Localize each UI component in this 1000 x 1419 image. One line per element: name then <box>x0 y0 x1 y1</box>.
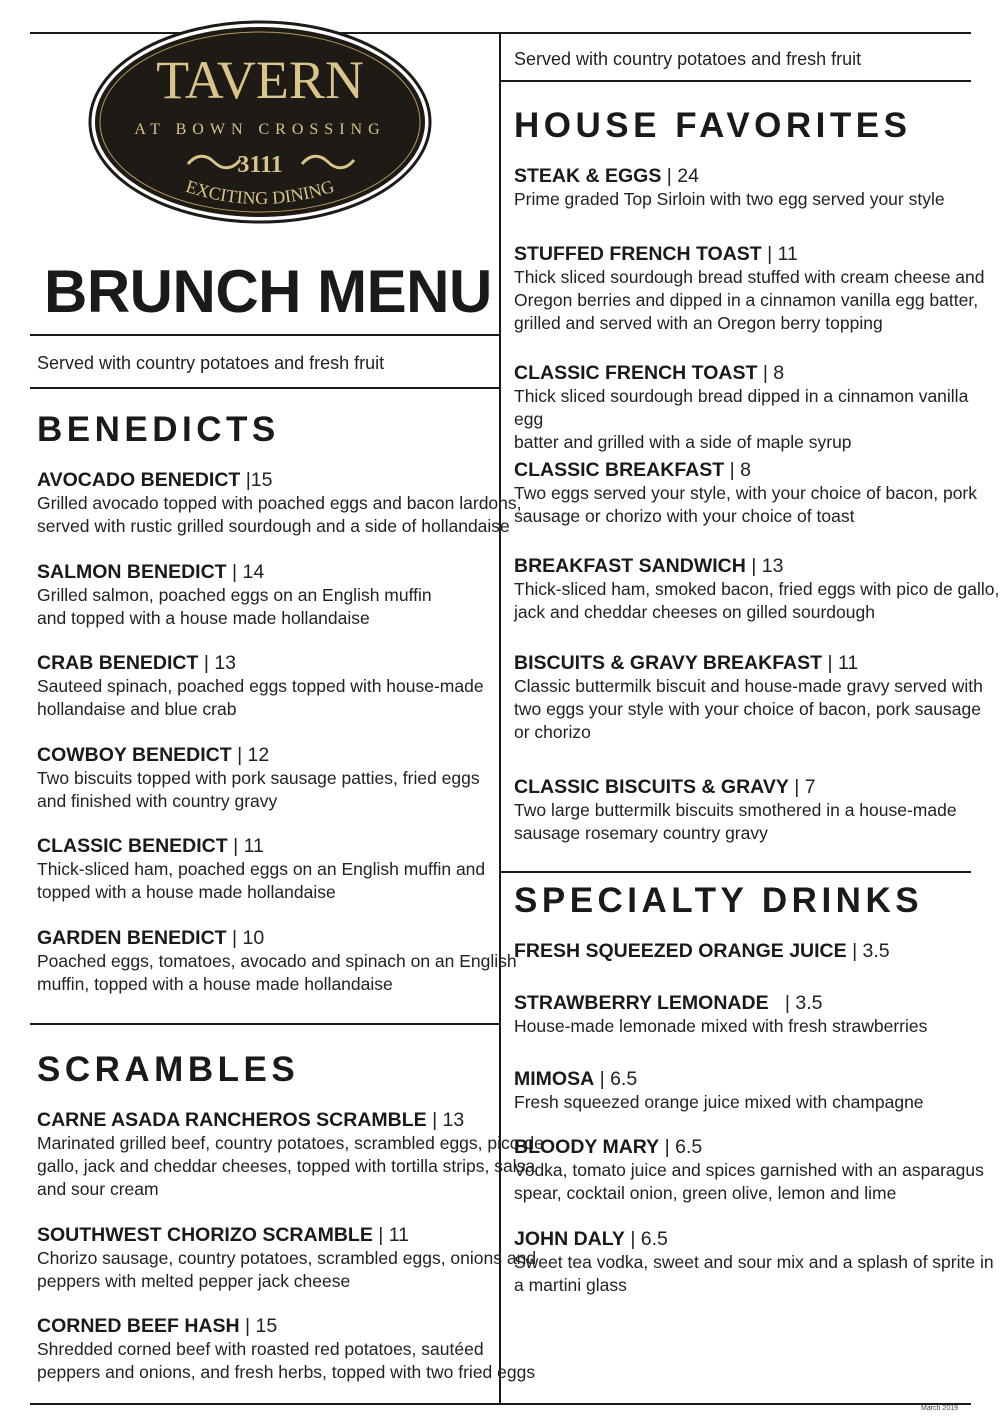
menu-item <box>37 926 517 996</box>
item-price: | 11 <box>378 1224 409 1246</box>
menu-item <box>514 775 957 845</box>
item-description-line: Prime graded Top Sirloin with two egg served your style <box>514 189 945 209</box>
item-description-line: Classic buttermilk biscuit and house-made gravy served with <box>514 676 983 696</box>
item-description-line: jack and cheddar cheeses on gilled sourdough <box>514 602 875 622</box>
item-price: | 10 <box>232 927 265 949</box>
right-note-rule <box>501 80 971 82</box>
drink-item <box>514 1067 924 1114</box>
item-name: STUFFED FRENCH TOAST <box>514 243 762 265</box>
section-title-scrambles: SCRAMBLES <box>37 1050 300 1089</box>
item-name: CLASSIC FRENCH TOAST <box>514 362 758 384</box>
menu-item <box>37 1223 536 1293</box>
item-name: STEAK & EGGS <box>514 165 662 187</box>
item-price: | 11 <box>827 652 859 674</box>
item-price: | 6.5 <box>630 1228 668 1250</box>
item-description-line: Marinated grilled beef, country potatoes, scrambled eggs, pico de <box>37 1133 544 1153</box>
item-price: | 14 <box>232 561 265 583</box>
item-name: BLOODY MARY <box>514 1136 660 1158</box>
tavern-logo <box>88 20 432 224</box>
item-price: |15 <box>245 469 273 491</box>
menu-item <box>37 743 480 813</box>
item-description-line: Oregon berries and dipped in a cinnamon vanilla egg batter, <box>514 290 979 310</box>
left-scrambles-rule <box>30 1023 499 1025</box>
item-description-line: Thick sliced sourdough bread dipped in a cinnamon vanilla egg <box>514 386 969 429</box>
item-price: | 11 <box>233 835 264 857</box>
item-description-line: Two eggs served your style, with your choice of bacon, pork <box>514 483 978 503</box>
section-title-specialty-drinks: SPECIALTY DRINKS <box>514 881 924 920</box>
item-name: SOUTHWEST CHORIZO SCRAMBLE <box>37 1224 373 1246</box>
item-description-line: or chorizo <box>514 722 591 742</box>
item-price: | 13 <box>203 652 237 674</box>
item-name: CRAB BENEDICT <box>37 652 199 674</box>
item-description-line: Two large buttermilk biscuits smothered in a house-made <box>514 800 957 820</box>
item-description-line: sausage or chorizo with your choice of toast <box>514 506 855 526</box>
item-description-line: muffin, topped with a house made hollandaise <box>37 974 393 994</box>
item-description-line: Grilled salmon, poached eggs on an English muffin <box>37 585 432 605</box>
item-name: GARDEN BENEDICT <box>37 927 227 949</box>
item-description-line: House-made lemonade mixed with fresh strawberries <box>514 1016 928 1036</box>
item-description-line: topped with a house made hollandaise <box>37 882 336 902</box>
drink-item <box>514 991 927 1038</box>
item-price: | 15 <box>245 1315 278 1337</box>
menu-item <box>514 651 983 744</box>
item-description-line: Shredded corned beef with roasted red potatoes, sautéed <box>37 1339 484 1359</box>
item-name: AVOCADO BENEDICT <box>37 469 241 491</box>
logo-name: TAVERN <box>156 50 364 110</box>
item-name: CLASSIC BISCUITS & GRAVY <box>514 776 789 798</box>
menu-item <box>37 468 522 538</box>
item-description-line: gallo, jack and cheddar cheeses, topped with tortilla strips, salsa <box>37 1156 536 1176</box>
item-name: BISCUITS & GRAVY BREAKFAST <box>514 652 823 674</box>
item-name: SALMON BENEDICT <box>37 561 227 583</box>
menu-item <box>514 242 985 335</box>
drink-item <box>514 1227 994 1297</box>
item-description-line: Sweet tea vodka, sweet and sour mix and a splash of sprite in <box>514 1252 994 1272</box>
footer-date: March 2019 <box>921 1405 958 1412</box>
menu-item <box>37 651 484 721</box>
item-description-line: Vodka, tomato juice and spices garnished with an asparagus <box>514 1160 984 1180</box>
logo-tagline: EXCITING DINING <box>183 175 337 209</box>
item-name: CORNED BEEF HASH <box>37 1315 240 1337</box>
item-price: | 13 <box>751 555 784 577</box>
item-price: | 8 <box>762 362 785 384</box>
item-price: | 3.5 <box>852 940 890 962</box>
item-price: | 6.5 <box>664 1136 703 1158</box>
item-description-line: peppers with melted pepper jack cheese <box>37 1271 351 1291</box>
right-served-note: Served with country potatoes and fresh fruit <box>514 49 862 69</box>
menu-item <box>37 1108 544 1201</box>
item-description-line: Grilled avocado topped with poached eggs and bacon lardons, <box>37 493 522 513</box>
item-description-line: and finished with country gravy <box>37 791 278 811</box>
menu-item <box>514 361 1000 454</box>
item-name: FRESH SQUEEZED ORANGE JUICE <box>514 940 847 962</box>
menu-item <box>37 834 485 904</box>
item-description-line: Fresh squeezed orange juice mixed with champagne <box>514 1092 924 1112</box>
item-price: | 8 <box>729 459 751 481</box>
item-description-line: two eggs your style with your choice of bacon, pork sausage <box>514 699 981 719</box>
item-description-line: Thick-sliced ham, smoked bacon, fried eggs with pico de gallo, <box>514 579 1000 599</box>
drink-item <box>514 939 890 963</box>
item-name: COWBOY BENEDICT <box>37 744 232 766</box>
item-price: | 12 <box>237 744 270 766</box>
item-name: MIMOSA <box>514 1068 595 1090</box>
item-name: BREAKFAST SANDWICH <box>514 555 746 577</box>
item-description-line: Two biscuits topped with pork sausage patties, fried eggs <box>37 768 480 788</box>
item-description-line: served with rustic grilled sourdough and a side of hollandaise <box>37 516 510 536</box>
left-note-rule <box>30 387 499 389</box>
item-description-line: hollandaise and blue crab <box>37 699 237 719</box>
item-price: | 3.5 <box>774 992 823 1014</box>
item-description-line: and sour cream <box>37 1179 159 1199</box>
item-description-line: Poached eggs, tomatoes, avocado and spinach on an English <box>37 951 517 971</box>
left-title-rule <box>30 334 499 336</box>
drink-item <box>514 1135 984 1205</box>
menu-item <box>514 458 977 528</box>
menu-item <box>37 1314 535 1384</box>
item-description-line: and topped with a house made hollandaise <box>37 608 370 628</box>
item-description-line: batter and grilled with a side of maple syrup <box>514 432 852 452</box>
item-description-line: Chorizo sausage, country potatoes, scrambled eggs, onions and <box>37 1248 537 1268</box>
logo-subtitle: AT BOWN CROSSING <box>134 121 386 138</box>
menu-item <box>514 554 999 624</box>
item-description-line: Thick-sliced ham, poached eggs on an English muffin and <box>37 859 486 879</box>
section-title-benedicts: BENEDICTS <box>37 410 280 449</box>
item-price: | 11 <box>767 243 798 265</box>
item-price: | 7 <box>794 776 816 798</box>
item-name: CLASSIC BREAKFAST <box>514 459 725 481</box>
item-name: STRAWBERRY LEMONADE <box>514 992 769 1014</box>
item-name: CARNE ASADA RANCHEROS SCRAMBLE <box>37 1109 427 1131</box>
item-description-line: a martini glass <box>514 1275 627 1295</box>
logo-number: 3111 <box>237 152 283 178</box>
item-price: | 24 <box>666 165 699 187</box>
menu-item <box>37 560 432 630</box>
item-name: CLASSIC BENEDICT <box>37 835 228 857</box>
right-drinks-rule <box>501 871 971 873</box>
item-price: | 6.5 <box>599 1068 638 1090</box>
item-description-line: Thick sliced sourdough bread stuffed with cream cheese and <box>514 267 985 287</box>
item-description-line: grilled and served with an Oregon berry topping <box>514 313 883 333</box>
page-title: BRUNCH MENU <box>44 258 492 325</box>
item-name: JOHN DALY <box>514 1228 625 1250</box>
section-title-house-favorites: HOUSE FAVORITES <box>514 106 912 145</box>
left-served-note: Served with country potatoes and fresh fruit <box>37 353 385 373</box>
item-price: | 13 <box>432 1109 465 1131</box>
item-description-line: spear, cocktail onion, green olive, lemon and lime <box>514 1183 897 1203</box>
menu-item <box>514 164 945 211</box>
item-description-line: sausage rosemary country gravy <box>514 823 768 843</box>
item-description-line: peppers and onions, and fresh herbs, topped with two fried eggs <box>37 1362 536 1382</box>
item-description-line: Sauteed spinach, poached eggs topped with house-made <box>37 676 484 696</box>
